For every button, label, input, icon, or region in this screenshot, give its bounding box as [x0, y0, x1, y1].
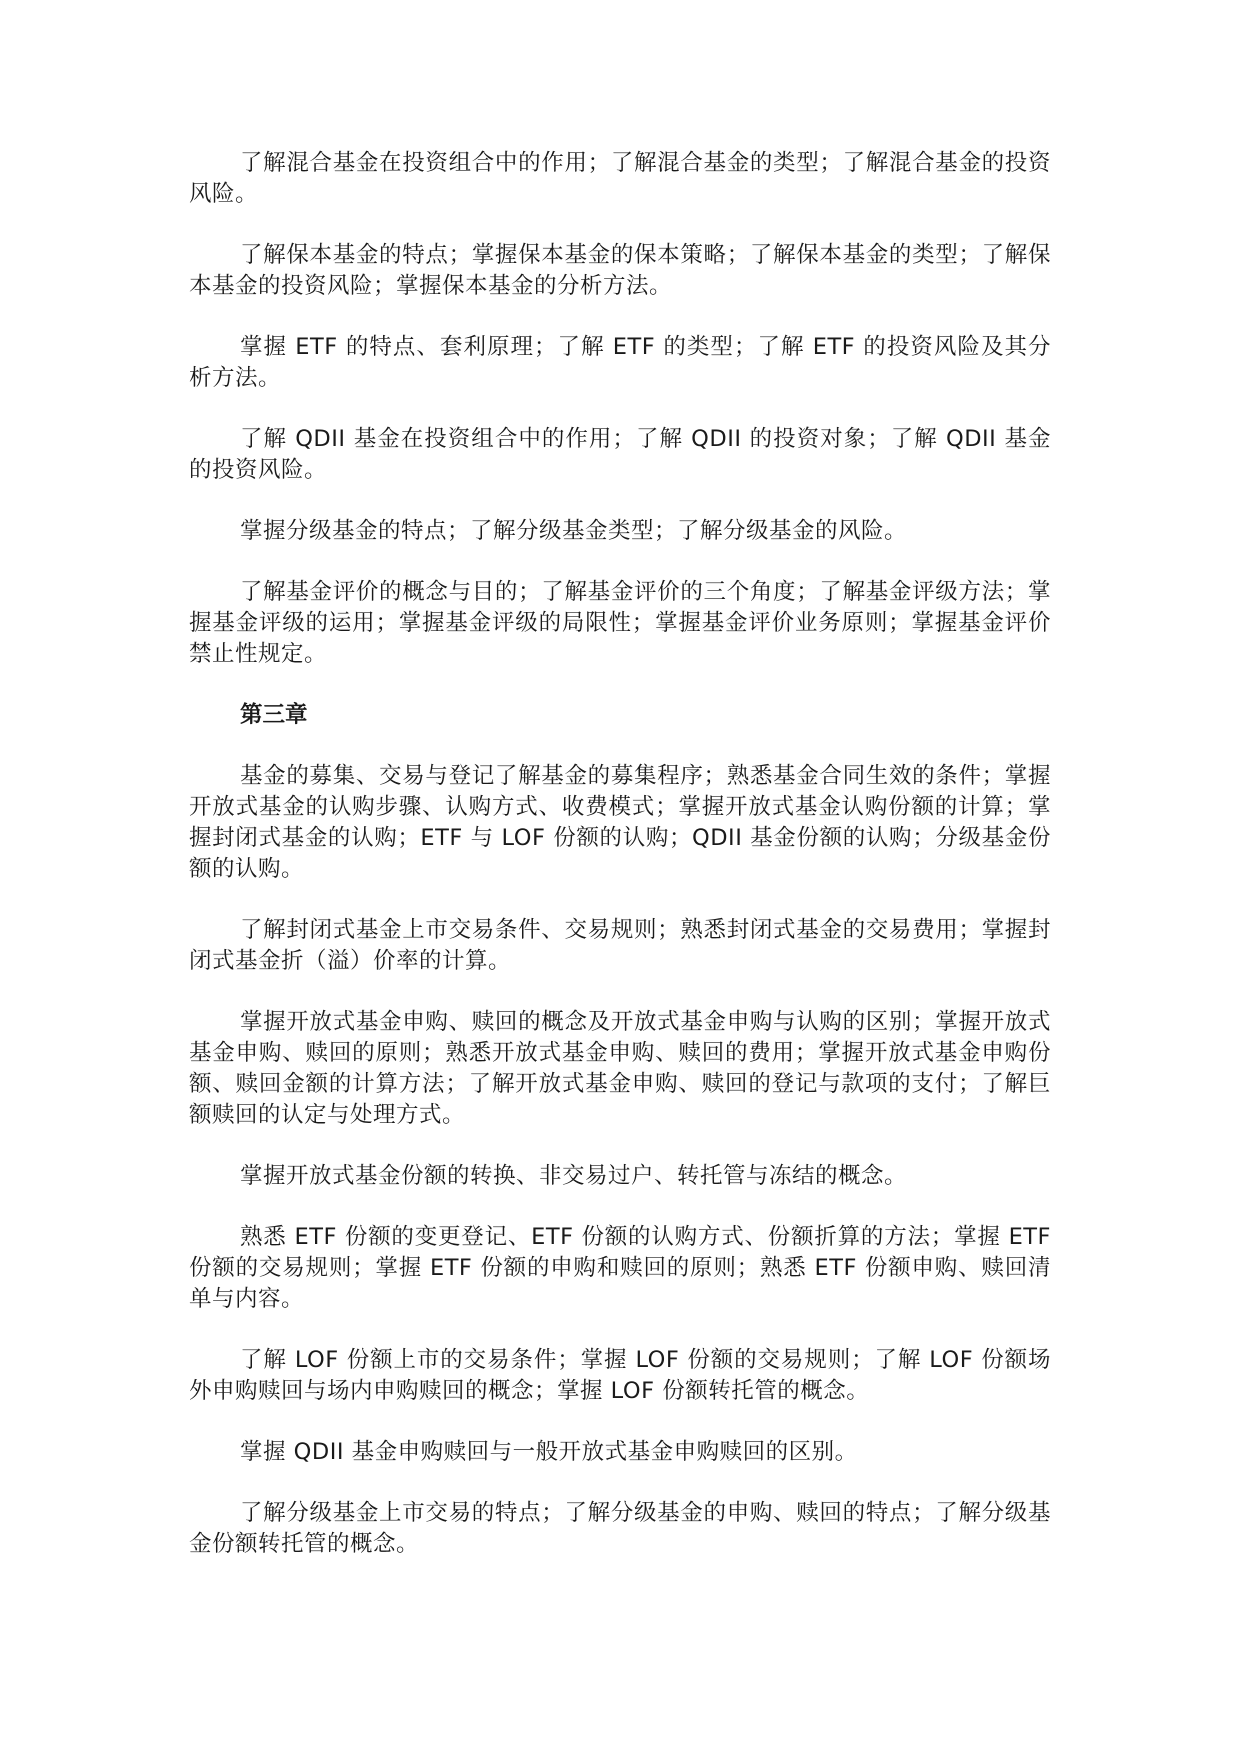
- paragraph-share-conversion: 掌握开放式基金份额的转换、非交易过户、转托管与冻结的概念。: [240, 1163, 908, 1189]
- paragraph-lof-shares: 了解 LOF 份额上市的交易条件；掌握 LOF 份额的交易规则；了解 LOF 份额场外申购赎回与场内申购赎回的概念；掌握 LOF 份额转托管的概念。: [189, 1347, 1051, 1404]
- paragraph-closed-end-trading: 了解封闭式基金上市交易条件、交易规则；熟悉封闭式基金的交易费用；掌握封闭式基金折（溢）价率的计算。: [189, 917, 1051, 974]
- paragraph-guaranteed-funds: 了解保本基金的特点；掌握保本基金的保本策略；了解保本基金的类型；了解保本基金的投资风险；掌握保本基金的分析方法。: [189, 242, 1051, 299]
- paragraph-structured-funds: 掌握分级基金的特点；了解分级基金类型；了解分级基金的风险。: [240, 518, 908, 544]
- chapter-heading: 第三章: [240, 702, 308, 728]
- paragraph-etf-shares: 熟悉 ETF 份额的变更登记、ETF 份额的认购方式、份额折算的方法；掌握 ETF 份额的交易规则；掌握 ETF 份额的申购和赎回的原则；熟悉 ETF 份额申购、赎回清单与内容。: [189, 1224, 1051, 1312]
- paragraph-mixed-funds: 了解混合基金在投资组合中的作用；了解混合基金的类型；了解混合基金的投资风险。: [189, 150, 1051, 207]
- paragraph-qdii: 了解 QDII 基金在投资组合中的作用；了解 QDII 的投资对象；了解 QDII 基金的投资风险。: [189, 426, 1051, 483]
- paragraph-qdii-redemption: 掌握 QDII 基金申购赎回与一般开放式基金申购赎回的区别。: [240, 1439, 858, 1465]
- document-page: [189, 148, 1051, 1590]
- paragraph-open-end-subscription: 掌握开放式基金申购、赎回的概念及开放式基金申购与认购的区别；掌握开放式基金申购、赎回的原则；熟悉开放式基金申购、赎回的费用；掌握开放式基金申购份额、赎回金额的计算方法；了解开放式基金申购、赎回的登记与款项的支付；了解巨额赎回的认定与处理方式。: [189, 1009, 1051, 1128]
- paragraph-fund-evaluation: 了解基金评价的概念与目的；了解基金评价的三个角度；了解基金评级方法；掌握基金评级的运用；掌握基金评级的局限性；掌握基金评价业务原则；掌握基金评价禁止性规定。: [189, 579, 1051, 667]
- paragraph-fund-raising: 基金的募集、交易与登记了解基金的募集程序；熟悉基金合同生效的条件；掌握开放式基金的认购步骤、认购方式、收费模式；掌握开放式基金认购份额的计算；掌握封闭式基金的认购；ETF 与 LOF 份额的认购；QDII 基金份额的认购；分级基金份额的认购。: [189, 763, 1051, 882]
- paragraph-structured-trading: 了解分级基金上市交易的特点；了解分级基金的申购、赎回的特点；了解分级基金份额转托管的概念。: [189, 1500, 1051, 1557]
- paragraph-etf: 掌握 ETF 的特点、套利原理；了解 ETF 的类型；了解 ETF 的投资风险及其分析方法。: [189, 334, 1051, 391]
